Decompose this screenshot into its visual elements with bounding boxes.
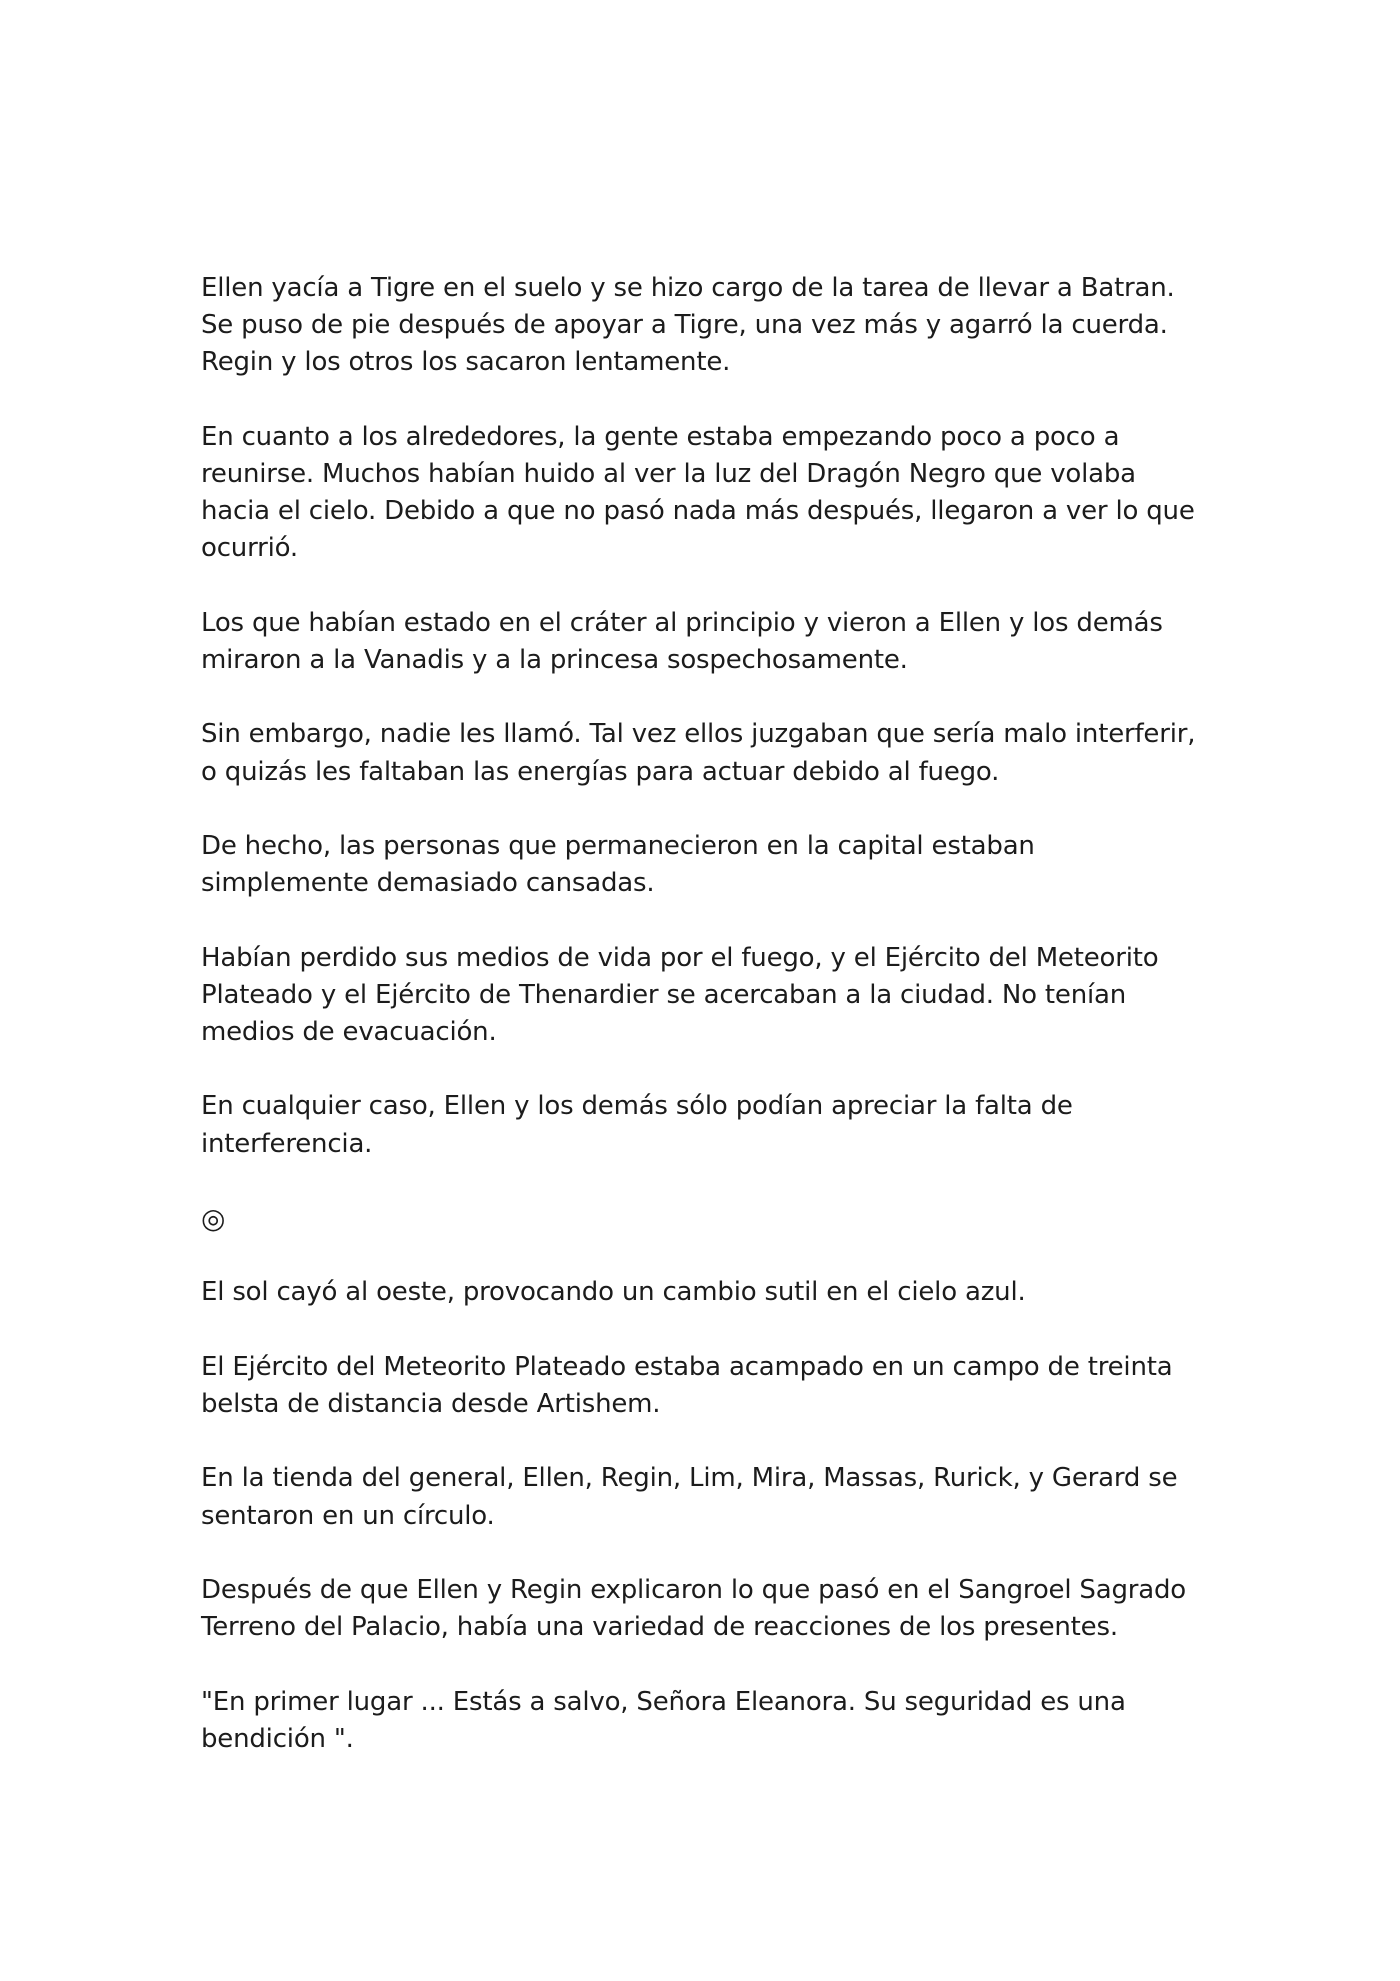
- paragraph-12: "En primer lugar ... Estás a salvo, Señora Eleanora. Su seguridad es una bendición ".: [201, 1686, 1126, 1754]
- paragraph-5: De hecho, las personas que permanecieron en la capital estaban simplemente demasiado cansadas.: [201, 830, 1035, 899]
- paragraph-10: En la tienda del general, Ellen, Regin, Lim, Mira, Massas, Rurick, y Gerard se sentaron en un círculo.: [201, 1463, 1178, 1531]
- document-body: [201, 270, 1201, 1795]
- scene-break-icon: ◎: [201, 1201, 226, 1235]
- paragraph-11: Después de que Ellen y Regin explicaron lo que pasó en el Sangroel Sagrado Terreno del Palacio, había una variedad de reacciones de los presentes.: [201, 1574, 1186, 1643]
- paragraph-4: Sin embargo, nadie les llamó. Tal vez ellos juzgaban que sería malo interferir, o quizás les faltaban las energías para actuar debido al fuego.: [201, 719, 1196, 787]
- paragraph-2: En cuanto a los alrededores, la gente estaba empezando poco a poco a reunirse. Muchos habían huido al ver la luz del Dragón Negro que volaba hacia el cielo. Debido a que no pasó nada más después, llegaron a ver lo que ocurrió.: [201, 421, 1195, 564]
- paragraph-1: Ellen yacía a Tigre en el suelo y se hizo cargo de la tarea de llevar a Batran. Se puso de pie después de apoyar a Tigre, una vez más y agarró la cuerda. Regin y los otros los sacaron lentamente.: [201, 273, 1175, 378]
- paragraph-3: Los que habían estado en el cráter al principio y vieron a Ellen y los demás miraron a la Vanadis y a la princesa sospechosamente.: [201, 607, 1163, 675]
- paragraph-8: El sol cayó al oeste, provocando un cambio sutil en el cielo azul.: [201, 1277, 1026, 1308]
- paragraph-9: El Ejército del Meteorito Plateado estaba acampado en un campo de treinta belsta de distancia desde Artishem.: [201, 1351, 1173, 1419]
- paragraph-7: En cualquier caso, Ellen y los demás sólo podían apreciar la falta de interferencia.: [201, 1091, 1073, 1159]
- paragraph-6: Habían perdido sus medios de vida por el fuego, y el Ejército del Meteorito Plateado y el Ejército de Thenardier se acercaban a la ciudad. No tenían medios de evacuación.: [201, 942, 1159, 1047]
